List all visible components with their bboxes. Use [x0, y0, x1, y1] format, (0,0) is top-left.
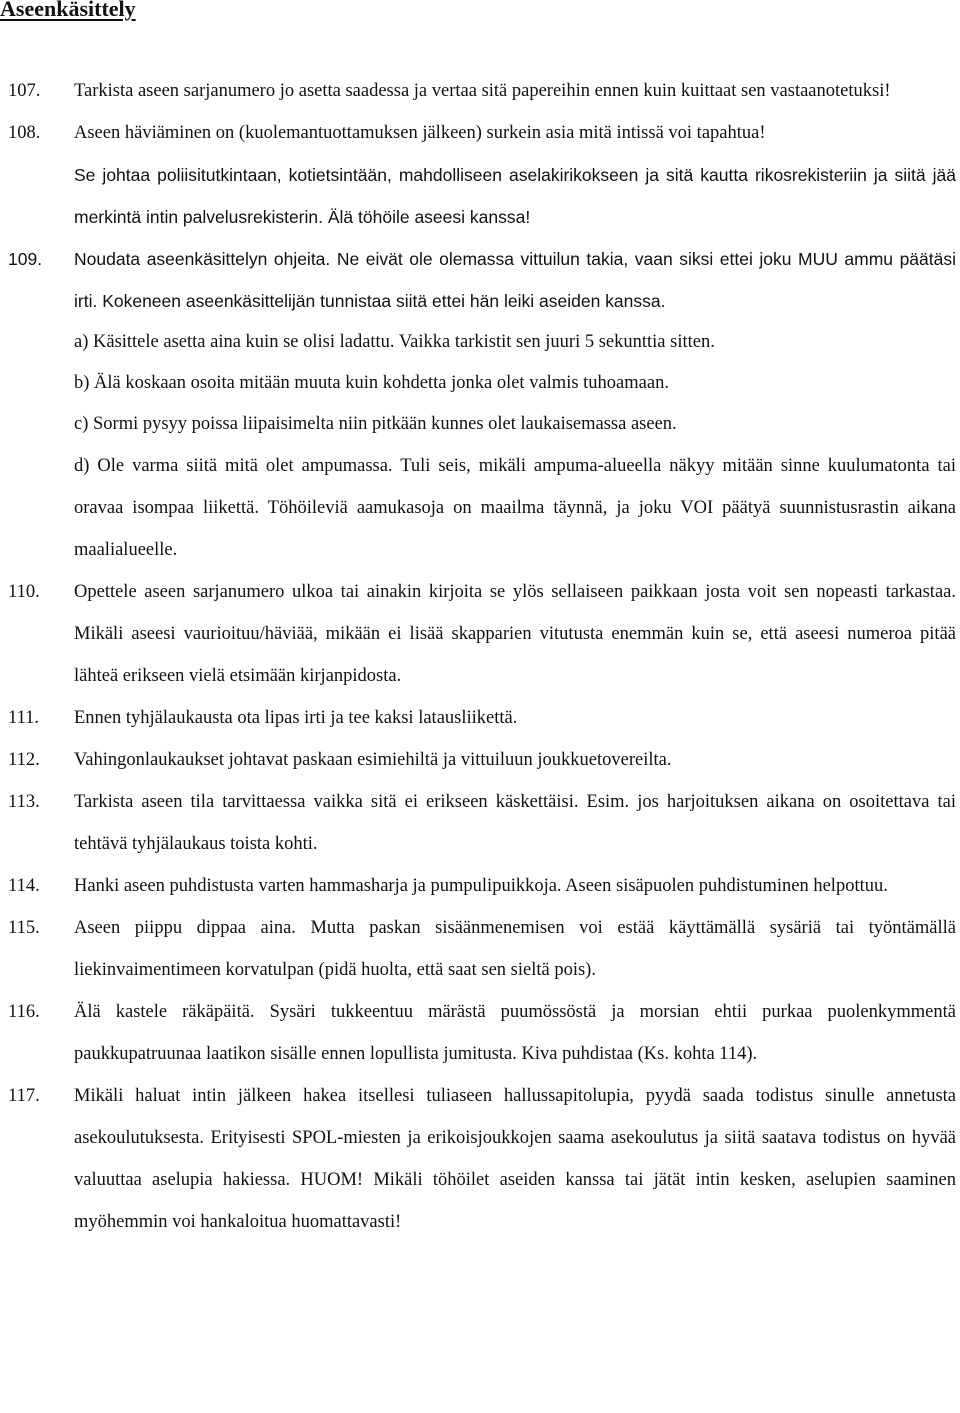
item-number: 115. — [8, 918, 40, 938]
item-text: Noudata aseenkäsittelyn ohjeita. — [74, 249, 331, 269]
document-title: Aseenkäsittely — [0, 0, 136, 21]
list-subitem — [8, 404, 956, 445]
item-text: Mikäli haluat intin jälkeen hakea itsellesi tuliaseen hallussapitolupia, pyydä saada todistus sinulle annetusta asekoulutuksesta. Erityisesti SPOL-miesten ja erikoisjoukkojen saama asekoulutus ja siitä saatava todistus on hyvää valuuttaa aselupia hakiessa. HUOM! Mikäli töhöilet aseiden kanssa tai jätät intin kesken, aselupien saaminen myöhemmin voi hankaloitua huomattavasti! — [74, 1086, 956, 1232]
item-number: 109. — [8, 249, 43, 269]
subitem-text: b) Älä koskaan osoita mitään muuta kuin kohdetta jonka olet valmis tuhoamaan. — [74, 373, 669, 393]
list-item — [8, 697, 956, 739]
item-number: 113. — [8, 792, 40, 812]
item-text: Tarkista aseen tila tarvittaessa vaikka sitä ei erikseen käskettäisi. Esim. jos harjoituksen aikana on osoitettava tai tehtävä tyhjälaukaus toista kohti. — [74, 792, 956, 854]
list-item — [8, 907, 956, 991]
item-number: 110. — [8, 582, 40, 602]
list-subitem — [8, 363, 956, 404]
document-body — [8, 70, 956, 1243]
list-item — [8, 238, 956, 322]
item-number: 111. — [8, 708, 40, 728]
subitem-text: a) Käsittele asetta aina kuin se olisi ladattu. Vaikka tarkistit sen juuri 5 sekunttia sitten. — [74, 332, 715, 352]
list-subitem — [8, 322, 956, 363]
list-item — [8, 1075, 956, 1243]
item-text: Vahingonlaukaukset johtavat paskaan esimiehiltä ja vittuiluun joukkuetovereilta. — [74, 750, 672, 770]
item-text: Se johtaa poliisitutkintaan, kotietsintään, mahdolliseen aselakirikokseen ja sitä kautta rikosrekisteriin ja siitä jää merkintä intin palvelusrekisterin. Älä töhöile aseesi kanssa! — [74, 165, 956, 227]
item-number: 114. — [8, 876, 40, 896]
item-text: Ne eivät ole olemassa vittuilun takia, vaan siksi ettei joku MUU ammu päätäsi irti. Kokeneen aseenkäsittelijän tunnistaa siitä ettei hän leiki aseiden kanssa. — [74, 249, 956, 311]
item-text: Aseen häviäminen on (kuolemantuottamuksen jälkeen) surkein asia mitä intissä voi tapahtua! — [74, 123, 766, 143]
subitem-text: d) Ole varma siitä mitä olet ampumassa. Tuli seis, mikäli ampuma-alueella näkyy mitään sinne kuulumatonta tai oravaa isompaa liikettä. Töhöileviä aamukasoja on maailma täynnä, ja joku VOI päätyä suunnistusrastin aikana maalialueelle. — [74, 456, 956, 560]
list-item — [8, 739, 956, 781]
subitem-text: c) Sormi pysyy poissa liipaisimelta niin pitkään kunnes olet laukaisemassa aseen. — [74, 414, 677, 434]
item-number: 112. — [8, 750, 40, 770]
list-subitem — [8, 445, 956, 571]
list-item — [8, 571, 956, 697]
item-number: 107. — [8, 81, 41, 101]
list-item — [8, 70, 956, 112]
item-number: 117. — [8, 1086, 40, 1106]
item-text: Tarkista aseen sarjanumero jo asetta saadessa ja vertaa sitä papereihin ennen kuin kuittaat sen vastaanotetuksi! — [74, 81, 891, 101]
list-item — [8, 112, 956, 154]
list-item-continuation — [8, 154, 956, 238]
list-item — [8, 991, 956, 1075]
list-item — [8, 865, 956, 907]
item-text: Aseen piippu dippaa aina. Mutta paskan sisäänmenemisen voi estää käyttämällä sysäriä tai työntämällä liekinvaimentimeen korvatulpan (pidä huolta, että saat sen sieltä pois). — [74, 918, 956, 980]
item-text: Ennen tyhjälaukausta ota lipas irti ja tee kaksi latausliikettä. — [74, 708, 518, 728]
item-text: Hanki aseen puhdistusta varten hammasharja ja pumpulipuikkoja. Aseen sisäpuolen puhdistuminen helpottuu. — [74, 876, 888, 896]
list-item — [8, 781, 956, 865]
item-text: Älä kastele räkäpäitä. Sysäri tukkeentuu märästä puumössöstä ja morsian ehtii purkaa puolenkymmentä paukkupatruunaa laatikon sisälle ennen lopullista jumitusta. Kiva puhdistaa (Ks. kohta 114). — [74, 1002, 956, 1064]
item-number: 116. — [8, 1002, 40, 1022]
item-number: 108. — [8, 123, 41, 143]
item-text: Opettele aseen sarjanumero ulkoa tai ainakin kirjoita se ylös sellaiseen paikkaan josta voit sen nopeasti tarkastaa. Mikäli aseesi vaurioituu/häviää, mikään ei lisää skapparien vitutusta enemmän kuin se, että aseesi numeroa pitää lähteä erikseen vielä etsimään kirjanpidosta. — [74, 582, 956, 686]
